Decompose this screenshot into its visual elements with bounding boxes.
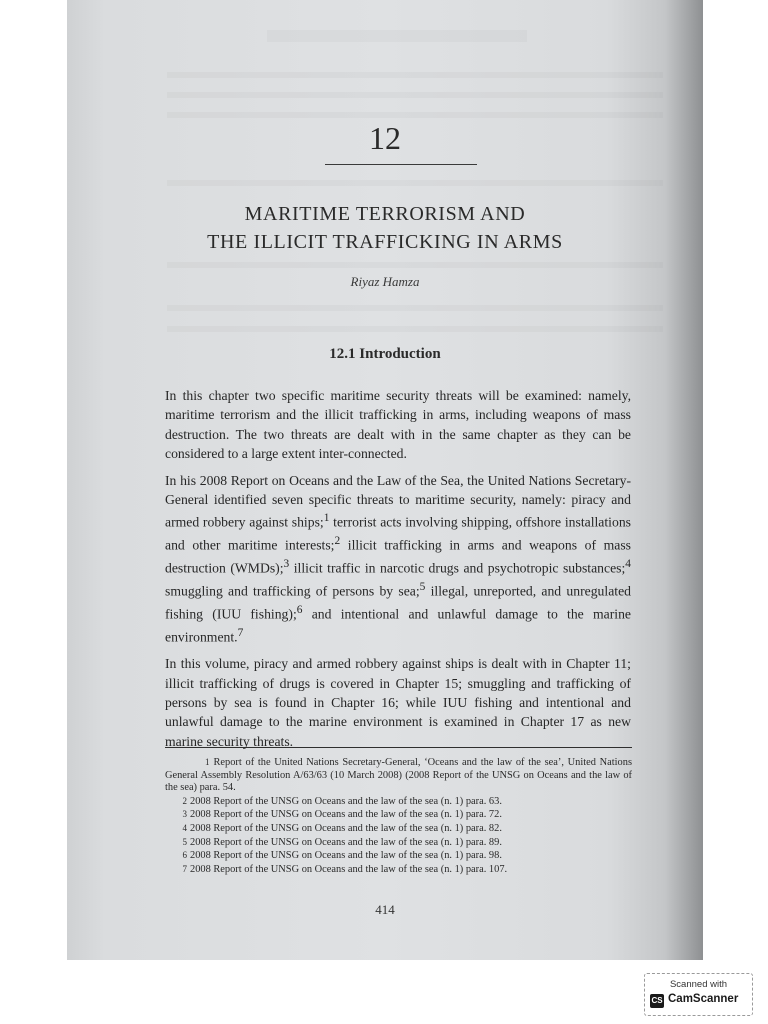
chapter-title-line-2: THE ILLICIT TRAFFICKING IN ARMS xyxy=(207,231,563,253)
scanned-page xyxy=(67,0,703,960)
show-through-line xyxy=(167,326,663,332)
footnote-text: Report of the United Nations Secretary-General, ‘Oceans and the law of the sea’, United Nations General Assembly Resolution A/63/63 (10 March 2008) (2008 Report of the UNSG on Oceans and the law of the sea) para. 54. xyxy=(165,757,632,794)
paragraph-3: In this volume, piracy and armed robbery against ships is dealt with in Chapter 11; illicit trafficking of drugs is covered in Chapter 15; smuggling and trafficking of persons by sea is found in Chapter 16; while IUU fishing and intentional and unlawful damage to the marine environment is examined in Chapter 17 as new marine security threats. xyxy=(165,656,631,749)
footnote-number: 5 xyxy=(182,836,187,847)
p2-segment: illegal, unreported, and unregulated fishing (IUU fishing); xyxy=(165,583,631,622)
footnote-number: 2 xyxy=(182,795,187,806)
chapter-rule xyxy=(325,164,477,165)
show-through-line xyxy=(167,112,663,118)
show-through-header xyxy=(267,30,527,42)
show-through-line xyxy=(167,305,663,311)
footnote xyxy=(165,836,632,850)
footnote-text: 2008 Report of the UNSG on Oceans and the law of the sea (n. 1) para. 107. xyxy=(190,863,508,875)
show-through-line xyxy=(167,180,663,186)
footnote-number: 7 xyxy=(182,863,187,874)
footnote-text: 2008 Report of the UNSG on Oceans and the law of the sea (n. 1) para. 63. xyxy=(190,795,502,807)
p2-segment: and intentional and unlawful damage to the marine environment. xyxy=(165,606,631,645)
footnote-ref[interactable]: 1 xyxy=(323,512,330,525)
paragraph-2 xyxy=(165,471,631,648)
footnote-ref[interactable]: 3 xyxy=(283,558,290,571)
footnote xyxy=(165,795,632,809)
chapter-author: Riyaz Hamza xyxy=(350,274,420,289)
chapter-number: 12 xyxy=(369,120,401,156)
camscanner-logo-icon: CS xyxy=(650,994,664,1008)
footnote-text: 2008 Report of the UNSG on Oceans and the law of the sea (n. 1) para. 72. xyxy=(190,809,502,821)
body-text xyxy=(165,386,631,758)
show-through-line xyxy=(167,92,663,98)
paragraph-1: In this chapter two specific maritime security threats will be examined: namely, maritime terrorism and the illicit trafficking in arms, including weapons of mass destruction. The two threats are dealt with in the same chapter as they can be considered to a large extent inter-connected. xyxy=(165,388,631,462)
footnote-text: 2008 Report of the UNSG on Oceans and the law of the sea (n. 1) para. 98. xyxy=(190,850,502,862)
show-through-line xyxy=(167,262,663,268)
p2-segment: terrorist acts involving shipping, offshore installations and other maritime interests; xyxy=(165,515,631,553)
footnote-number: 4 xyxy=(182,822,187,833)
footnote-ref[interactable]: 5 xyxy=(419,581,426,594)
footnote-ref[interactable]: 6 xyxy=(296,604,303,617)
section-heading: 12.1 Introduction xyxy=(329,346,441,362)
footnote xyxy=(165,822,632,836)
p2-segment: smuggling and trafficking of persons by sea; xyxy=(165,583,420,599)
footnote xyxy=(165,808,632,822)
footnote-text: 2008 Report of the UNSG on Oceans and the law of the sea (n. 1) para. 82. xyxy=(190,822,502,834)
footnote xyxy=(165,863,632,877)
show-through-line xyxy=(167,72,663,78)
footnote-divider xyxy=(165,747,632,748)
footnote-text: 2008 Report of the UNSG on Oceans and the law of the sea (n. 1) para. 89. xyxy=(190,836,502,848)
footnotes xyxy=(165,756,632,876)
p2-segment: illicit traffic in narcotic drugs and psychotropic substances; xyxy=(289,560,626,576)
footnote xyxy=(165,849,632,863)
footnote xyxy=(165,756,632,795)
chapter-title-line-1: MARITIME TERRORISM AND xyxy=(244,203,526,225)
footnote-number: 6 xyxy=(182,850,187,861)
watermark-caption: Scanned with xyxy=(669,979,728,990)
footnote-number: 1 xyxy=(205,757,210,767)
p2-segment: In his 2008 Report on Oceans and the Law of the Sea, the United Nations Secretary-General identified seven specific threats to maritime security, namely: piracy and armed robbery against ships; xyxy=(165,472,631,530)
watermark-brand: CamScanner xyxy=(668,993,739,1005)
footnote-ref[interactable]: 4 xyxy=(625,558,631,571)
chapter-title xyxy=(67,200,703,256)
p2-segment: illicit trafficking in arms and weapons of mass destruction (WMDs); xyxy=(165,537,631,576)
footnote-ref[interactable]: 7 xyxy=(237,627,244,640)
camscanner-watermark xyxy=(644,973,753,1016)
footnote-number: 3 xyxy=(182,809,187,820)
page-number: 414 xyxy=(375,902,395,917)
footnote-ref[interactable]: 2 xyxy=(334,535,341,548)
